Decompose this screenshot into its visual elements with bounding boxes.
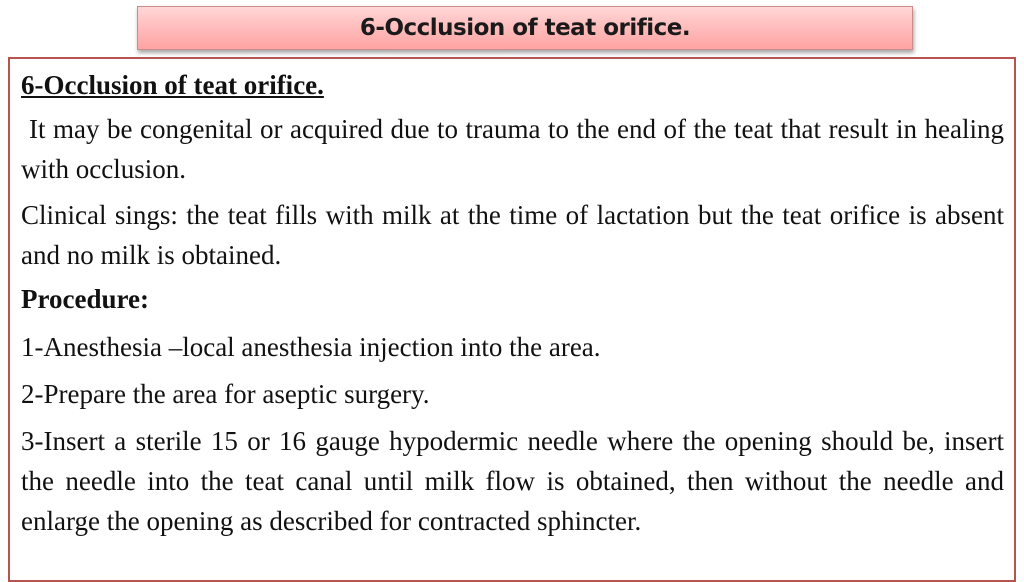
procedure-step-2: 2-Prepare the area for aseptic surgery.: [21, 379, 430, 409]
content-box: [8, 57, 1016, 582]
slide-title: 6-Occlusion of teat orifice.: [359, 15, 691, 41]
paragraph-clinical-signs: Clinical sings: the teat fills with milk at the time of lactation but the teat orifice is absent and no milk is obtained.: [21, 200, 1004, 270]
slide-title-bar: [137, 6, 913, 50]
procedure-step-1: 1-Anesthesia –local anesthesia injection into the area.: [21, 332, 601, 362]
section-heading: 6-Occlusion of teat orifice.: [21, 70, 324, 100]
procedure-step-3: 3-Insert a sterile 15 or 16 gauge hypodermic needle where the opening should be, insert the needle into the teat canal until milk flow is obtained, then without the needle and enlarge the opening as described for contracted sphincter.: [21, 426, 1004, 536]
paragraph-description: It may be congenital or acquired due to trauma to the end of the teat that result in healing with occlusion.: [21, 114, 1004, 184]
procedure-heading: Procedure:: [21, 284, 149, 314]
